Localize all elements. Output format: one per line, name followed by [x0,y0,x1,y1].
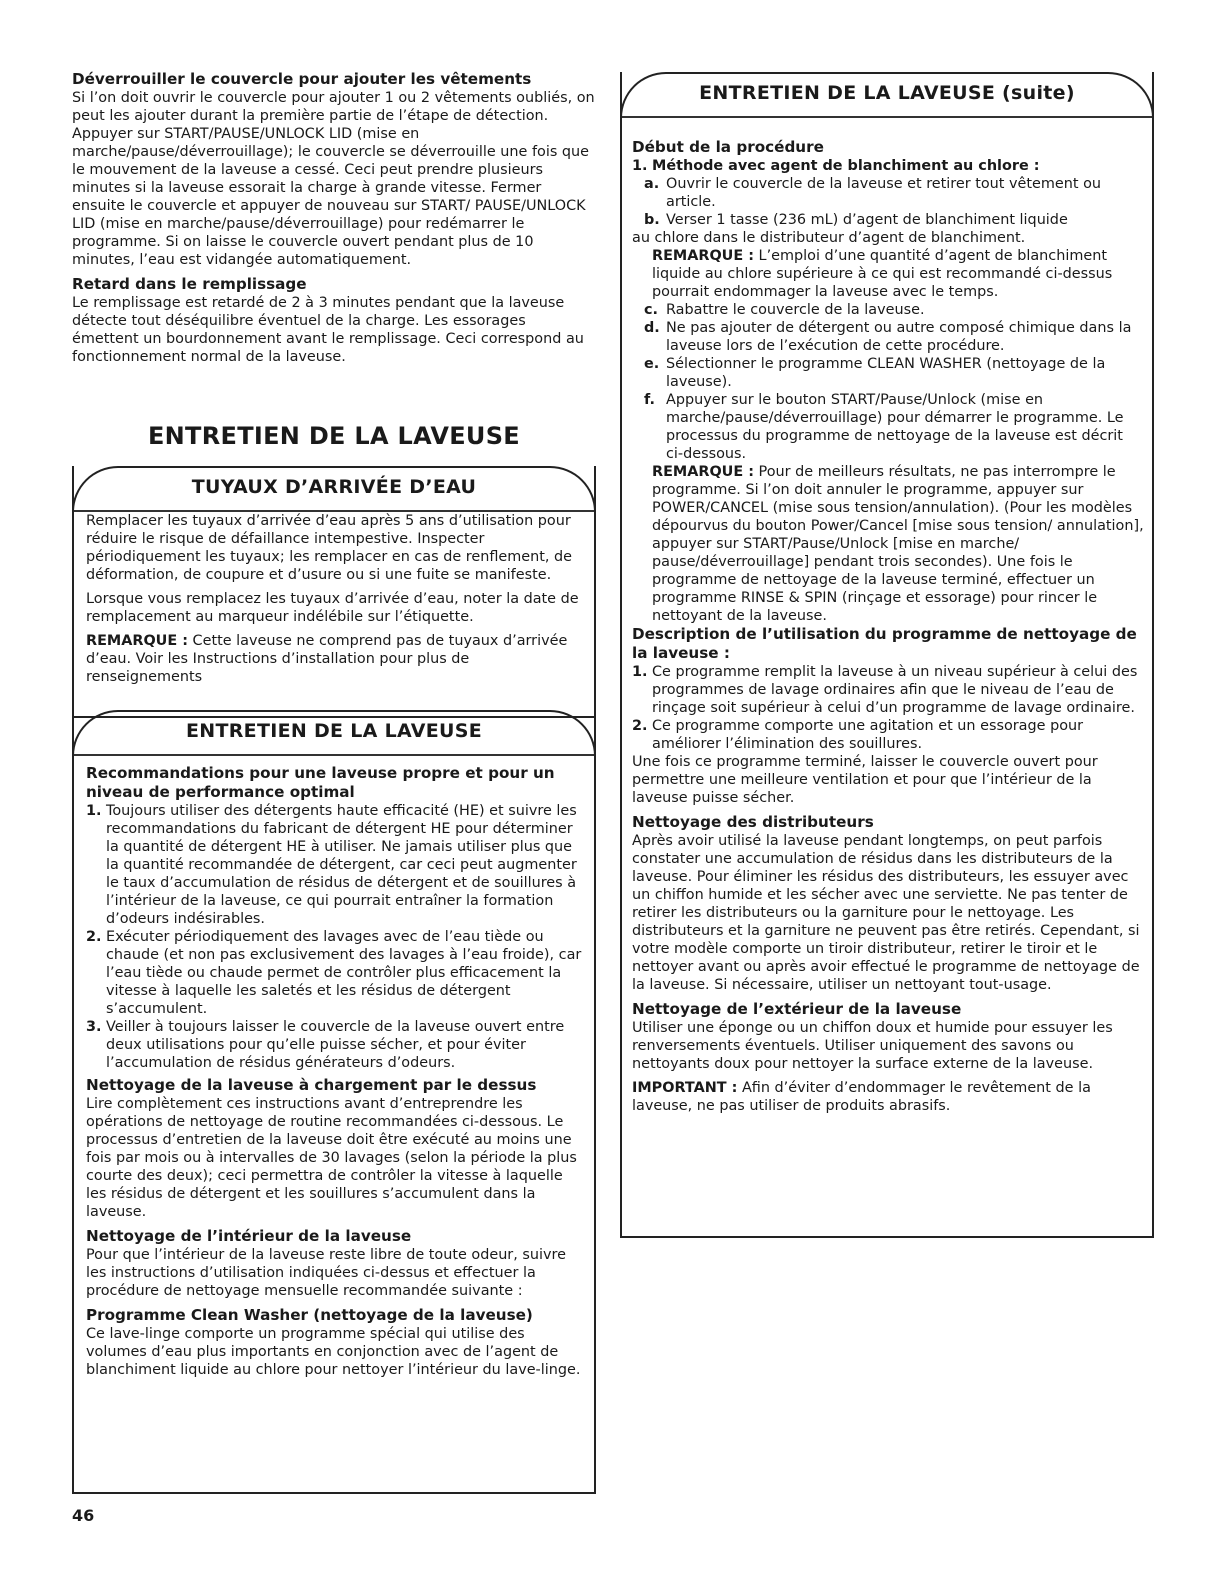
step-item: f. Appuyer sur le bouton START/Pause/Unlock (mise en marche/pause/déverrouillage) pour démarrer le programme. Le processus du programme de nettoyage de la laveuse est décrit ci-dessous. [644,392,1124,462]
step-item: d. Ne pas ajouter de détergent ou autre composé chimique dans la laveuse lors de l’exécution de cette procédure. [644,320,1132,354]
dispensers-body: Après avoir utilisé la laveuse pendant longtemps, on peut parfois constater une accumulation de résidus dans les distributeurs de la laveuse. Pour éliminer les résidus des distributeurs, les essuyer avec un chiffon humide et les sécher avec une serviette. Ne pas tenter de retirer les distributeurs ou la garniture pour le nettoyage. Les distributeurs et la garniture ne peuvent pas être retirés. Cependant, si votre modèle comporte un tiroir distributeur, retirer le tiroir et le nettoyer avant ou après avoir effectué le programme de nettoyage de la laveuse. Si nécessaire, utiliser un nettoyant tout-usage. [632,833,1140,993]
care-box-title: ENTRETIEN DE LA LAVEUSE [186,720,482,742]
hoses-p2: Lorsque vous remplacez les tuyaux d’arrivée d’eau, noter la date de remplacement au marqueur indélébile sur l’étiquette. [86,591,579,625]
hoses-p1: Remplacer les tuyaux d’arrivée d’eau après 5 ans d’utilisation pour réduire le risque de défaillance intempestive. Inspecter périodiquement les tuyaux; les remplacer en cas de renflement, de déformation, de coupure et d’usure ou si une fuite se manifeste. [86,513,573,583]
hoses-box-title: TUYAUX D’ARRIVÉE D’EAU [191,476,477,498]
page-number: 46 [72,1506,95,1525]
hoses-box [72,466,596,718]
hoses-note-text: Cette laveuse ne comprend pas de tuyaux d’arrivée d’eau. Voir les Instructions d’installation pour plus de renseignements [86,633,568,685]
step-item: b. Verser 1 tasse (236 mL) d’agent de blanchiment liquide [644,212,1068,228]
hoses-note [86,632,582,686]
exterior-heading: Nettoyage de l’extérieur de la laveuse [632,1000,962,1018]
description-after: Une fois ce programme terminé, laisser le couvercle ouvert pour permettre une meilleure ventilation et pour que l’intérieur de la laveuse puisse sécher. [632,754,1098,806]
method-item: 1. Méthode avec agent de blanchiment au chlore : [632,158,1040,174]
top-load-body: Lire complètement ces instructions avant d’entreprendre les opérations de nettoyage de routine recommandées ci-dessous. Le processus d’entretien de la laveuse doit être exécuté au moins une fois par mois ou à intervalles de 30 lavages (selon la période la plus courte des deux); ceci permettra de contrôler la vitesse à laquelle les résidus de détergent et les souillures s’accumulent dans la laveuse. [86,1096,577,1220]
step-item: c. Rabattre le couvercle de la laveuse. [644,302,925,318]
rec-item: 3. Veiller à toujours laisser le couvercle de la laveuse ouvert entre deux utilisations pour qu’elle puisse sécher, et pour éviter l’accumulation de résidus générateurs d’odeurs. [86,1019,565,1071]
care-box [72,710,596,1494]
important-note: IMPORTANT : Afin d’éviter d’endommager le revêtement de la laveuse, ne pas utiliser de produits abrasifs. [632,1080,1091,1114]
dispensers-heading: Nettoyage des distributeurs [632,813,874,831]
description-heading: Description de l’utilisation du programme de nettoyage de la laveuse : [632,625,1137,662]
delay-heading: Retard dans le remplissage [72,275,307,293]
top-load-heading: Nettoyage de la laveuse à chargement par le dessus [86,1076,537,1094]
unlock-body: Si l’on doit ouvrir le couvercle pour ajouter 1 ou 2 vêtements oubliés, on peut les ajouter durant la première partie de l’étape de détection. Appuyer sur START/PAUSE/UNLOCK LID (mise en marche/pause/déverrouillage); le couvercle se déverrouille une fois que le mouvement de la laveuse a cessé. Ceci peut prendre plusieurs minutes si la laveuse essorait la charge à grande vitesse. Fermer ensuite le couvercle et appuyer de nouveau sur START/ PAUSE/UNLOCK LID (mise en marche/pause/déverrouillage) pour redémarrer le programme. Si on laisse le couvercle ouvert pendant plus de 10 minutes, l’eau est vidangée automatiquement. [72,90,595,268]
start-heading: Début de la procédure [632,138,824,156]
delay-body: Le remplissage est retardé de 2 à 3 minutes pendant que la laveuse détecte tout déséquilibre éventuel de la charge. Les essorages émettent un bourdonnement avant le remplissage. Ceci correspond au fonctionnement normal de la laveuse. [72,295,584,365]
program-heading: Programme Clean Washer (nettoyage de la laveuse) [86,1306,533,1324]
interior-heading: Nettoyage de l’intérieur de la laveuse [86,1227,412,1245]
description-item: 1. Ce programme remplit la laveuse à un niveau supérieur à celui des programmes de lavage ordinaires afin que le niveau de l’eau de rinçage soit supérieur à celui d’un programme de lavage ordinaire. [632,664,1138,716]
care-continued-box [620,72,1154,1238]
step-b-continued: au chlore dans le distributeur d’agent de blanchiment. [632,230,1026,246]
step-item: a. Ouvrir le couvercle de la laveuse et retirer tout vêtement ou article. [644,176,1102,210]
exterior-body: Utiliser une éponge ou un chiffon doux et humide pour essuyer les renversements éventuels. Utiliser uniquement des savons ou nettoyants doux pour nettoyer la surface externe de la laveuse. [632,1020,1113,1072]
note-program: REMARQUE : Pour de meilleurs résultats, ne pas interrompre le programme. Si l’on doit annuler le programme, appuyer sur POWER/CANCEL (mise sous tension/annulation). (Pour les modèles dépourvus du bouton Power/Cancel [mise sous tension/ annulation], appuyer sur START/Pause/Unlock [mise en marche/ pause/déverrouillage] pendant trois secondes). Une fois le programme de nettoyage de la laveuse terminé, effectuer un programme RINSE & SPIN (rinçage et essorage) pour rincer le nettoyant de la laveuse. [652,464,1144,624]
rec-item: 2. Exécuter périodiquement des lavages avec de l’eau tiède ou chaude (et non pas exclusivement des lavages à l’eau froide), car l’eau tiède ou chaude permet de contrôler plus efficacement la vitesse à laquelle les saletés et les résidus de détergent s’accumulent. [86,929,582,1017]
rec-item: 1. Toujours utiliser des détergents haute efficacité (HE) et suivre les recommandations du fabricant de détergent HE pour déterminer la quantité de détergent HE à utiliser. Ne jamais utiliser plus que la quantité recommandée de détergent, car ceci peut augmenter le taux d’accumulation de résidus de détergent et de souillures à l’intérieur de la laveuse, ce qui pourrait entraîner la formation d’odeurs indésirables. [86,803,577,927]
care-continued-title: ENTRETIEN DE LA LAVEUSE (suite) [699,82,1075,104]
step-item: e. Sélectionner le programme CLEAN WASHER (nettoyage de la laveuse). [644,356,1106,390]
left-top-section [72,70,596,366]
program-body: Ce lave-linge comporte un programme spécial qui utilise des volumes d’eau plus importants en conjonction avec de l’agent de blanchiment liquide au chlore pour nettoyer l’intérieur du lave-linge. [86,1326,581,1378]
note-bleach: REMARQUE : L’emploi d’une quantité d’agent de blanchiment liquide au chlore supérieure à ce qui est recommandé ci-dessus pourrait endommager la laveuse avec le temps. [652,248,1113,300]
rec-heading: Recommandations pour une laveuse propre et pour un niveau de performance optimal [86,764,555,801]
main-title: ENTRETIEN DE LA LAVEUSE [147,422,521,450]
description-item: 2. Ce programme comporte une agitation et un essorage pour améliorer l’élimination des souillures. [632,718,1084,752]
interior-body: Pour que l’intérieur de la laveuse reste libre de toute odeur, suivre les instructions d’utilisation indiquées ci-dessus et effectuer la procédure de nettoyage mensuelle recommandée suivante : [86,1247,566,1299]
hoses-note-label: REMARQUE : [86,633,188,649]
unlock-heading: Déverrouiller le couvercle pour ajouter les vêtements [72,70,532,88]
rec-list [86,802,582,1072]
